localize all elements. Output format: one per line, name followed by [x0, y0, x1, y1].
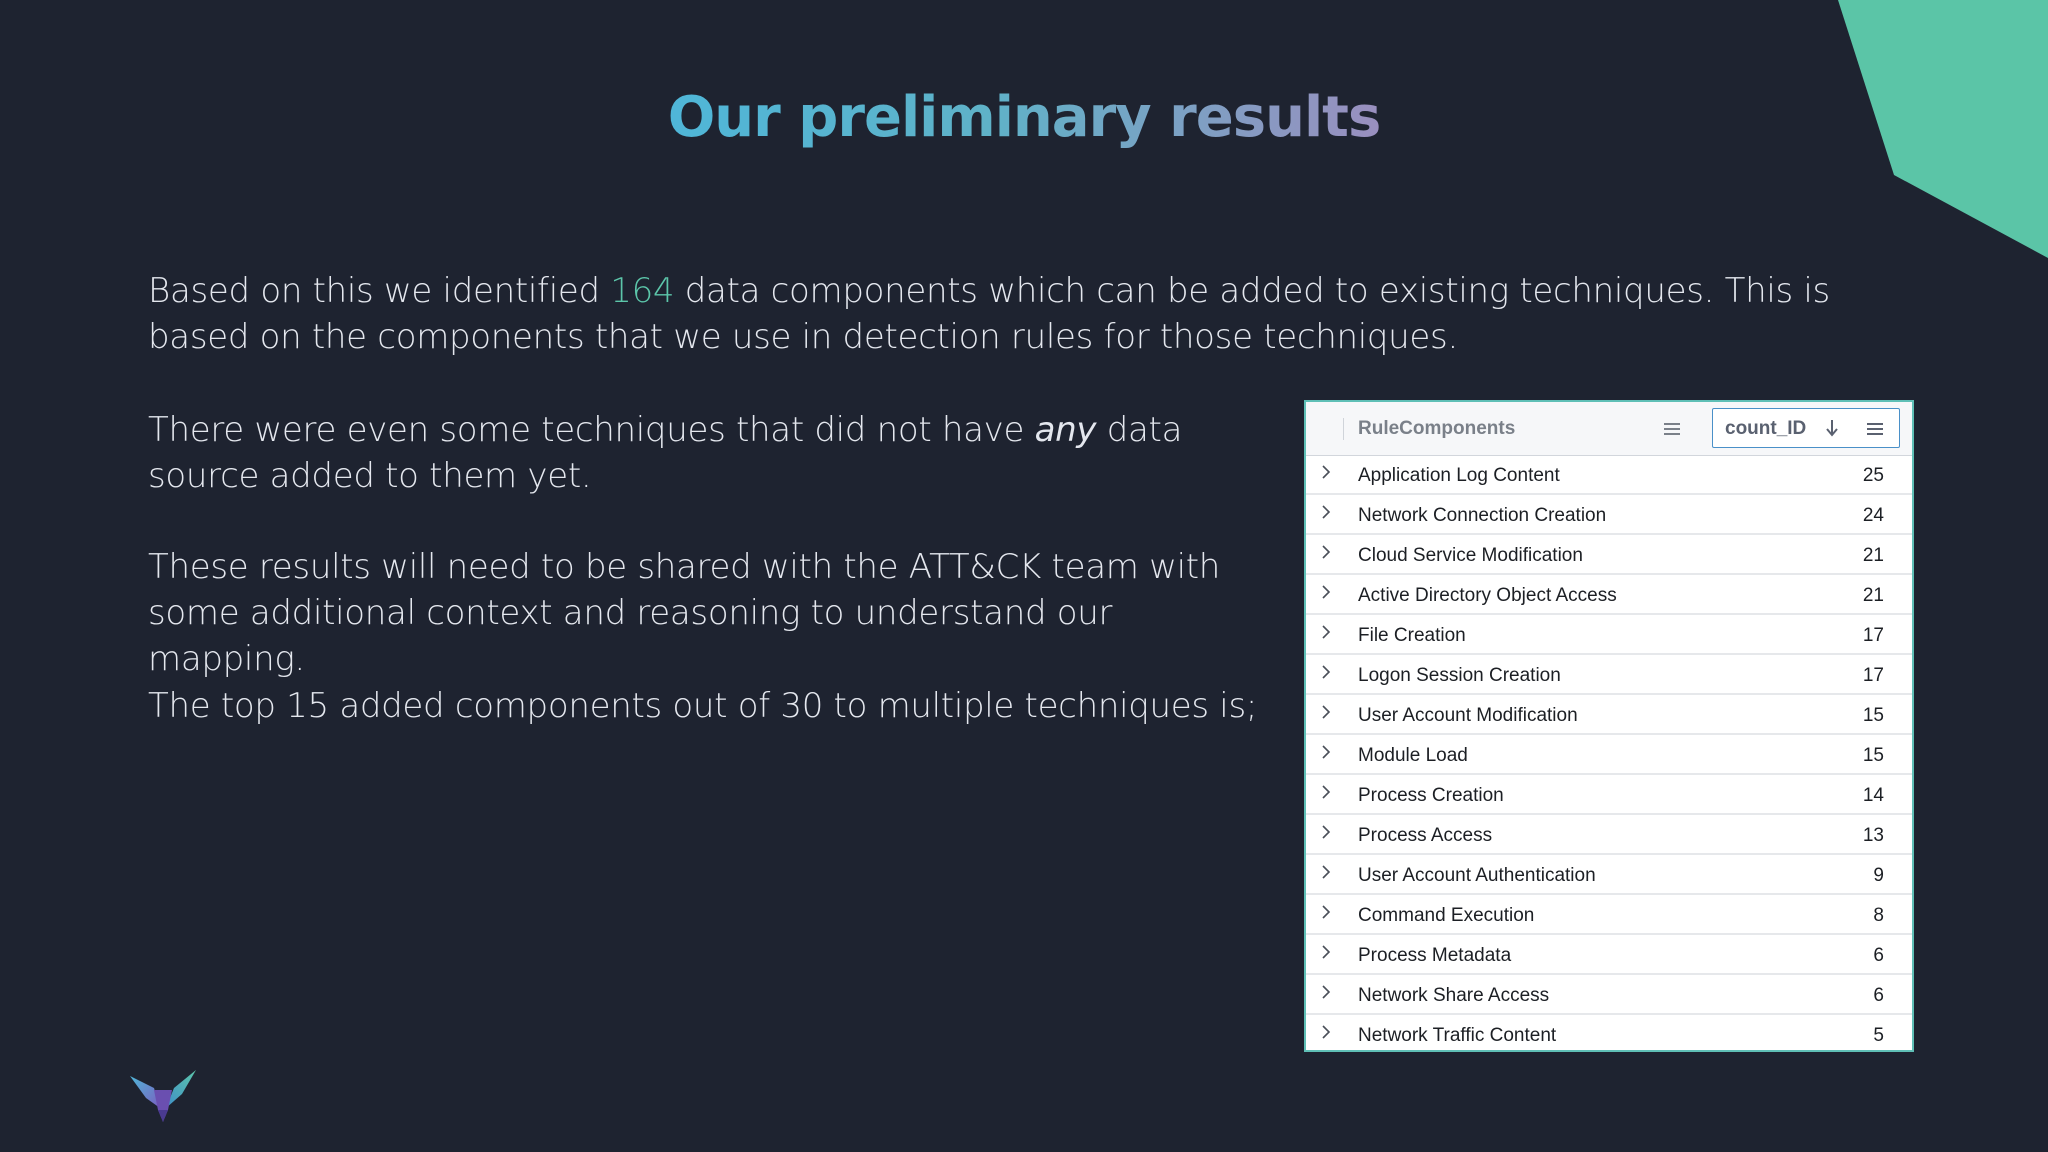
row-component-name: Application Log Content: [1358, 465, 1560, 486]
results-table: [1304, 400, 1914, 1052]
row-component-name: Module Load: [1358, 745, 1468, 766]
row-component-name: File Creation: [1358, 625, 1466, 646]
hamburger-menu-icon[interactable]: [1865, 420, 1885, 438]
table-row[interactable]: [1306, 775, 1912, 815]
table-row[interactable]: [1306, 735, 1912, 775]
row-count: 6: [1873, 985, 1884, 1006]
row-count: 17: [1862, 625, 1884, 646]
table-row[interactable]: [1306, 815, 1912, 855]
chevron-right-icon[interactable]: [1320, 463, 1332, 481]
row-component-name: Network Share Access: [1358, 985, 1550, 1006]
row-component-name: Network Connection Creation: [1358, 505, 1607, 526]
chevron-right-icon[interactable]: [1320, 663, 1332, 681]
row-count: 15: [1862, 745, 1884, 766]
column-header-rulecomponents[interactable]: RuleComponents: [1358, 418, 1516, 439]
row-component-name: Process Creation: [1358, 785, 1504, 806]
row-count: 21: [1862, 545, 1884, 566]
chevron-right-icon[interactable]: [1320, 903, 1332, 921]
paragraph-identified-components: Based on this we identified 164 data components which can be added to existing techniques. This is based on the components that we use in detection rules for those techniques.: [148, 271, 1830, 357]
table-row[interactable]: [1306, 975, 1912, 1015]
row-count: 6: [1873, 945, 1884, 966]
row-count: 25: [1862, 465, 1884, 486]
table-row[interactable]: [1306, 455, 1912, 495]
chevron-right-icon[interactable]: [1320, 983, 1332, 1001]
chevron-right-icon[interactable]: [1320, 1023, 1332, 1041]
table-row[interactable]: [1306, 575, 1912, 615]
table-row[interactable]: [1306, 655, 1912, 695]
table-body: [1306, 455, 1912, 1052]
chevron-right-icon[interactable]: [1320, 543, 1332, 561]
chevron-right-icon[interactable]: [1320, 623, 1332, 641]
row-component-name: User Account Authentication: [1358, 865, 1596, 886]
row-component-name: User Account Modification: [1358, 705, 1578, 726]
chevron-right-icon[interactable]: [1320, 823, 1332, 841]
bird-logo-icon: [128, 1068, 198, 1124]
chevron-right-icon[interactable]: [1320, 943, 1332, 961]
column-header-count-id-label: count_ID: [1725, 418, 1807, 439]
row-component-name: Network Traffic Content: [1358, 1025, 1557, 1046]
highlight-count: 164: [610, 271, 675, 311]
row-component-name: Command Execution: [1358, 905, 1535, 926]
chevron-right-icon[interactable]: [1320, 863, 1332, 881]
header-divider: [1343, 418, 1344, 440]
row-count: 14: [1862, 785, 1884, 806]
table-row[interactable]: [1306, 495, 1912, 535]
emphasis-any: any: [1034, 410, 1097, 450]
arrow-down-icon[interactable]: [1825, 418, 1839, 438]
chevron-right-icon[interactable]: [1320, 703, 1332, 721]
chevron-right-icon[interactable]: [1320, 583, 1332, 601]
table-row[interactable]: [1306, 895, 1912, 935]
chevron-right-icon[interactable]: [1320, 743, 1332, 761]
row-component-name: Process Access: [1358, 825, 1493, 846]
row-component-name: Process Metadata: [1358, 945, 1512, 966]
row-count: 13: [1862, 825, 1884, 846]
row-component-name: Cloud Service Modification: [1358, 545, 1583, 566]
row-count: 17: [1862, 665, 1884, 686]
slide-title: Our preliminary results: [667, 85, 1381, 150]
row-component-name: Logon Session Creation: [1358, 665, 1561, 686]
table-row[interactable]: [1306, 1015, 1912, 1052]
column-header-count-id[interactable]: [1712, 408, 1900, 448]
paragraph-top-components: The top 15 added components out of 30 to multiple techniques is;: [148, 686, 1258, 726]
paragraph-no-data-source: There were even some techniques that did not have any data source added to them yet.: [148, 410, 1183, 496]
table-row[interactable]: [1306, 615, 1912, 655]
row-count: 8: [1873, 905, 1884, 926]
row-count: 5: [1873, 1025, 1884, 1046]
table-row[interactable]: [1306, 695, 1912, 735]
row-component-name: Active Directory Object Access: [1358, 585, 1617, 606]
hamburger-menu-icon[interactable]: [1662, 420, 1682, 438]
table-row[interactable]: [1306, 935, 1912, 975]
row-count: 21: [1862, 585, 1884, 606]
table-header: [1306, 402, 1912, 456]
chevron-right-icon[interactable]: [1320, 783, 1332, 801]
chevron-right-icon[interactable]: [1320, 503, 1332, 521]
row-count: 24: [1862, 505, 1884, 526]
row-count: 15: [1862, 705, 1884, 726]
row-count: 9: [1873, 865, 1884, 886]
paragraph-share-results: These results will need to be shared with the ATT&CK team with some additional context and reasoning to understand our mapping.: [148, 547, 1221, 679]
table-row[interactable]: [1306, 535, 1912, 575]
table-row[interactable]: [1306, 855, 1912, 895]
